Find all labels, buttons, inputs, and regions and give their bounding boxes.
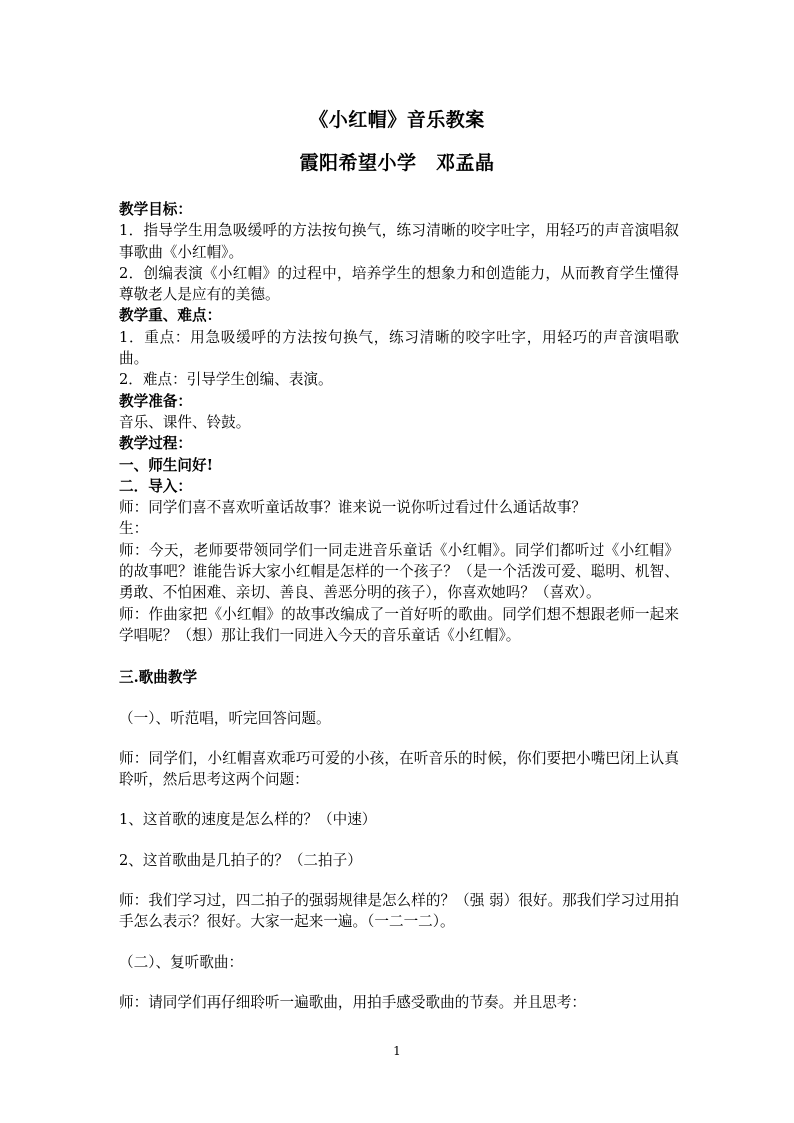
step-heading-song-teaching: 三.歌曲教学: [119, 669, 198, 687]
section-heading-key-points: 教学重、难点：: [119, 307, 222, 325]
section-heading-preparation: 教学准备：: [119, 392, 192, 410]
document-title: 《小红帽》音乐教案: [309, 109, 485, 131]
document-body: [119, 199, 679, 1013]
paragraph: 1、这首歌的速度是怎么样的？（中速）: [119, 811, 377, 829]
paragraph: 音乐、课件、铃鼓。: [119, 413, 251, 431]
section-heading-process: 教学过程：: [119, 435, 192, 453]
paragraph: 师：同学们，小红帽喜欢乖巧可爱的小孩，在听音乐的时候，你们要把小嘴巴闭上认真聆听，然后思考这两个问题：: [119, 749, 679, 789]
paragraph: 2．难点：引导学生创编、表演。: [119, 371, 333, 389]
paragraph: 2、这首歌曲是几拍子的？（二拍子）: [119, 851, 362, 869]
paragraph: 1．指导学生用急吸缓呼的方法按句换气，练习清晰的咬字吐字，用轻巧的声音演唱叙事歌曲《小红帽》。: [119, 222, 679, 261]
step-heading-introduction: 二．导入：: [119, 477, 192, 495]
paragraph: 师：请同学们再仔细聆听一遍歌曲，用拍手感受歌曲的节奏。并且思考：: [119, 993, 587, 1011]
paragraph: （二）、复听歌曲：: [119, 953, 244, 971]
step-heading-greeting: 一、师生问好!: [119, 456, 213, 474]
paragraph: 师：同学们喜不喜欢听童话故事？谁来说一说你听过看过什么通话故事？: [119, 499, 587, 517]
section-heading-objectives: 教学目标：: [119, 201, 192, 218]
paragraph: 1．重点：用急吸缓呼的方法按句换气，练习清晰的咬字吐字，用轻巧的声音演唱歌曲。: [119, 328, 679, 368]
paragraph: 2．创编表演《小红帽》的过程中，培养学生的想象力和创造能力，从而教育学生懂得尊敬老人是应有的美德。: [119, 264, 679, 304]
page-number: 1: [393, 1044, 401, 1058]
author-line: 霞阳希望小学 邓孟晶: [299, 152, 495, 174]
paragraph: （一）、听范唱，听完回答问题。: [119, 709, 331, 727]
paragraph: 师：我们学习过，四二拍子的强弱规律是怎么样的？（强 弱）很好。那我们学习过用拍手怎么表示？很好。大家一起来一遍。（一二一二）。: [119, 892, 679, 931]
paragraph: 师：作曲家把《小红帽》的故事改编成了一首好听的歌曲。同学们想不想跟老师一起来学唱呢？（想）那让我们一同进入今天的音乐童话《小红帽》。: [119, 605, 679, 644]
paragraph: 师：今天，老师要带领同学们一同走进音乐童话《小红帽》。同学们都听过《小红帽》的故事吧？谁能告诉大家小红帽是怎样的一个孩子？（是一个活泼可爱、聪明、机智、勇敢、不怕困难、亲切、善良、善恶分明的孩子），你喜欢她吗？（喜欢）。: [119, 541, 679, 602]
paragraph: 生：: [119, 520, 149, 538]
